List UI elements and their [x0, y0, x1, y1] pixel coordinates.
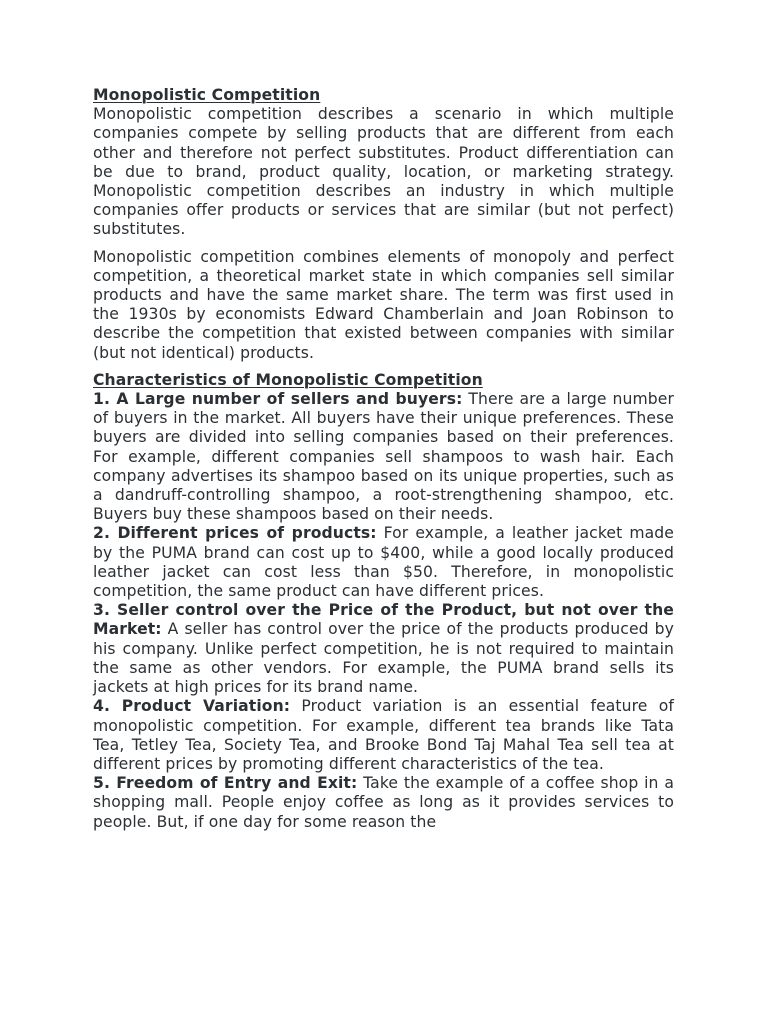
- characteristic-item-4: [93, 697, 674, 774]
- characteristic-item-2: [93, 524, 674, 601]
- characteristic-title: 5. Freedom of Entry and Exit:: [93, 774, 358, 793]
- characteristic-text: Take the example of a coffee shop in a shopping mall. People enjoy coffee as long as it provides services to people. But, if one day for some reason the: [93, 774, 675, 831]
- characteristic-item-3: [93, 601, 674, 697]
- characteristic-text: For example, a leather jacket made by the PUMA brand can cost up to $400, while a good locally produced leather jacket can cost less than $50. Therefore, in monopolistic competition, the same product can have different prices.: [93, 524, 674, 601]
- characteristic-text: A seller has control over the price of the products produced by his company. Unlike perfect competition, he is not required to maintain the same as other vendors. For example, the PUMA brand sells its jackets at high prices for its brand name.: [93, 620, 674, 697]
- characteristic-title: 1. A Large number of sellers and buyers:: [93, 390, 463, 409]
- characteristic-title: 4. Product Variation:: [93, 697, 291, 716]
- characteristic-title: 3. Seller control over the Price of the Product, but not over the Market:: [93, 601, 674, 639]
- paragraph-history: Monopolistic competition combines elements of monopoly and perfect competition, a theoretical market state in which companies sell similar products and have the same market share. The term was first used in the 1930s by economists Edward Chamberlain and Joan Robinson to describe the competition that existed between companies with similar (but not identical) products.: [93, 247, 674, 362]
- paragraph-gap: [93, 240, 674, 248]
- section-heading-monopolistic-competition: Monopolistic Competition: [93, 86, 321, 104]
- characteristic-text: Product variation is an essential feature of monopolistic competition. For example, different tea brands like Tata Tea, Tetley Tea, Society Tea, and Brooke Bond Taj Mahal Tea sell tea at different prices by promoting different characteristics of the tea.: [93, 697, 674, 773]
- characteristic-item-5: [93, 774, 674, 832]
- document-page: [93, 86, 674, 832]
- section-heading-characteristics: Characteristics of Monopolistic Competition: [93, 370, 483, 389]
- paragraph-definition: Monopolistic competition describes a scenario in which multiple companies compete by selling products that are different from each other and therefore not perfect substitutes. Product differentiation can be due to brand, product quality, location, or marketing strategy. Monopolistic competition describes an industry in which multiple companies offer products or services that are similar (but not perfect) substitutes.: [93, 105, 674, 239]
- characteristic-text: There are a large number of buyers in the market. All buyers have their unique preferences. These buyers are divided into selling companies based on their preferences. For example, different companies sell shampoos to wash hair. Each company advertises its shampoo based on its unique properties, such as a dandruff-controlling shampoo, a root-strengthening shampoo, etc. Buyers buy these shampoos based on their needs.: [93, 390, 674, 524]
- characteristic-item-1: [93, 390, 674, 524]
- paragraph-gap: [93, 363, 674, 371]
- characteristic-title: 2. Different prices of products:: [93, 524, 377, 543]
